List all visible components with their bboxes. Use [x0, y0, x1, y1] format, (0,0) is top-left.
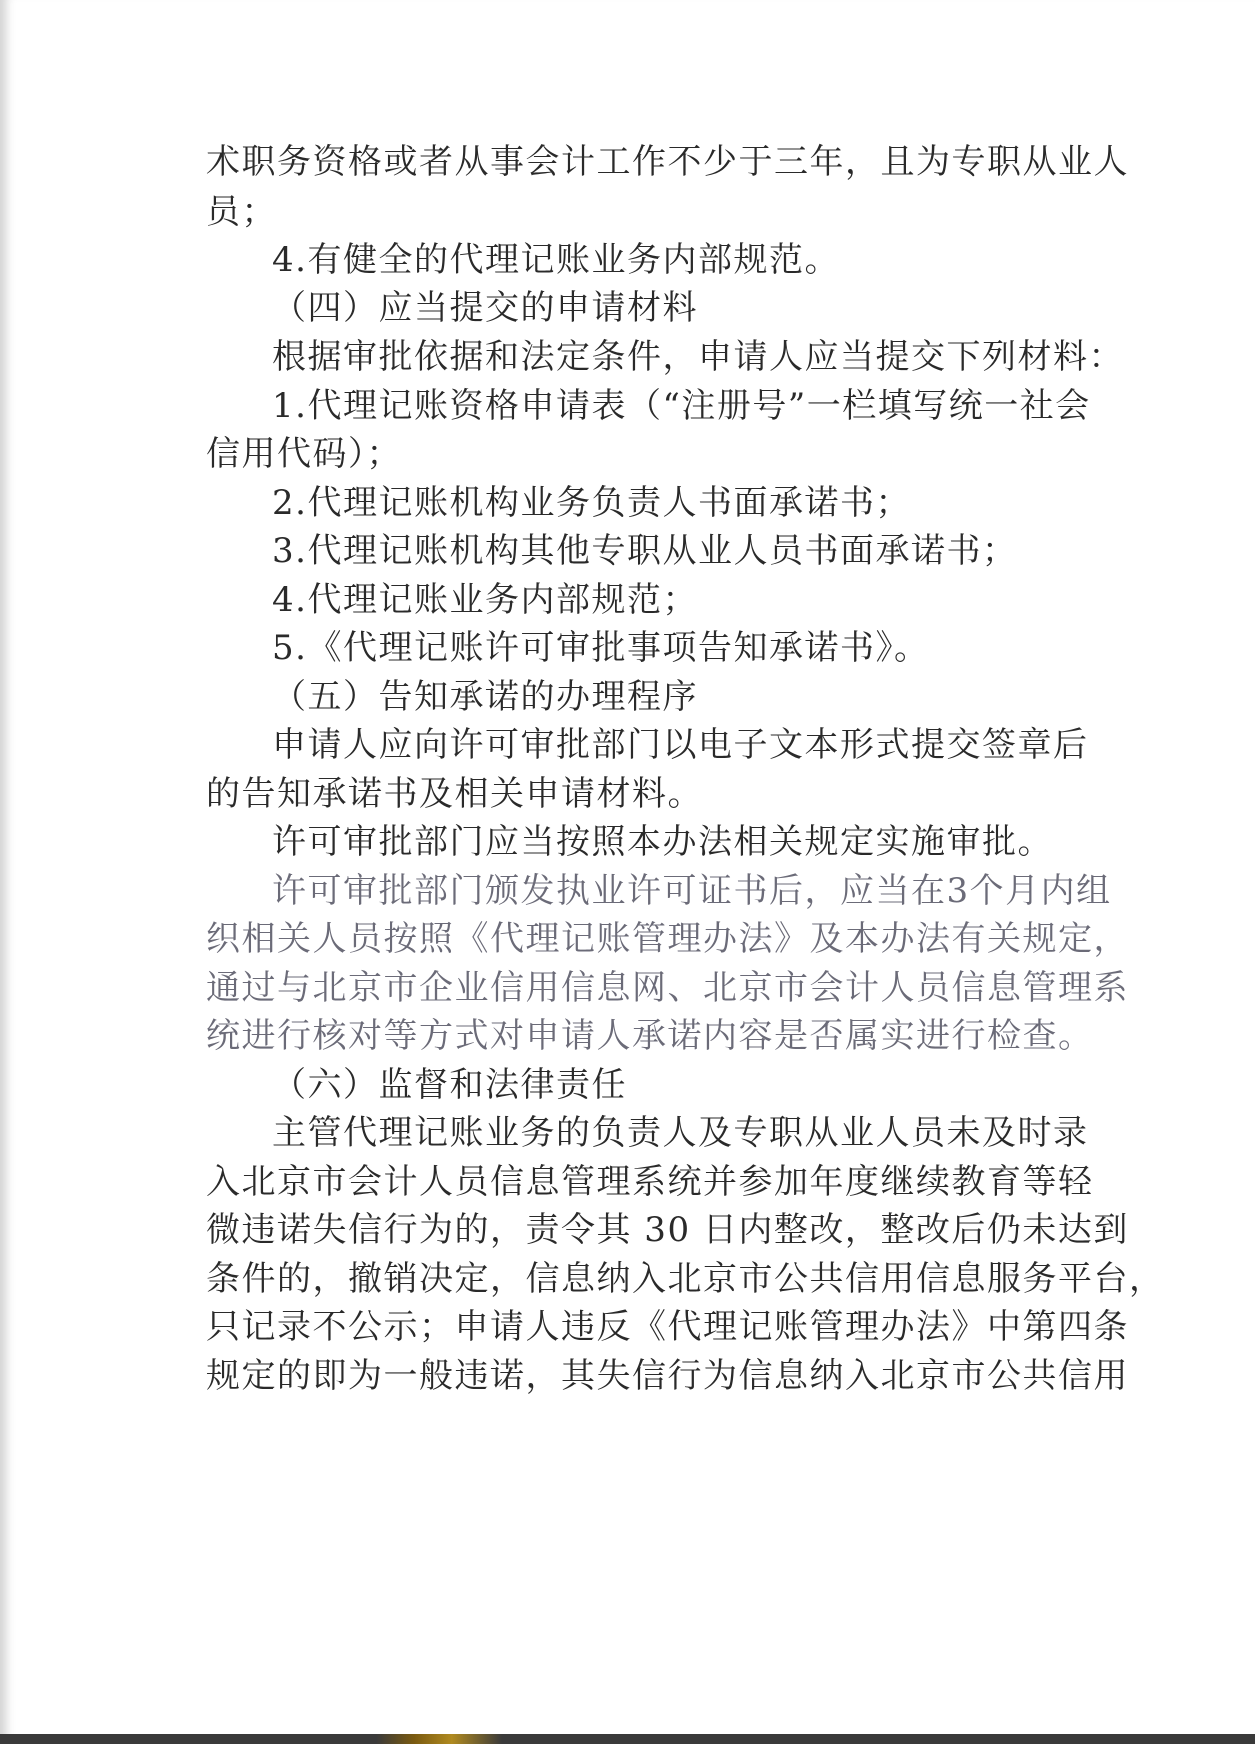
paragraph-line: 根据审批依据和法定条件，申请人应当提交下列材料： [272, 337, 1124, 377]
paragraph-line: 通过与北京市企业信用信息网、北京市会计人员信息管理系 [206, 968, 1129, 1008]
list-item: 3.代理记账机构其他专职从业人员书面承诺书； [272, 531, 1018, 571]
paragraph-line: 统进行核对等方式对申请人承诺内容是否属实进行检查。 [206, 1016, 1094, 1056]
paragraph-line: 织相关人员按照《代理记账管理办法》及本办法有关规定， [206, 919, 1129, 959]
list-item: 4.有健全的代理记账业务内部规范。 [272, 240, 840, 280]
paragraph-line: 术职务资格或者从事会计工作不少于三年，且为专职从业人 [206, 142, 1129, 182]
list-item: 5.《代理记账许可审批事项告知承诺书》。 [272, 628, 930, 668]
scan-bottom-edge [0, 1734, 1255, 1744]
list-item: 2.代理记账机构业务负责人书面承诺书； [272, 483, 911, 523]
paragraph-line: 许可审批部门颁发执业许可证书后，应当在3个月内组 [272, 871, 1112, 911]
paragraph-line: 申请人应向许可审批部门以电子文本形式提交签章后 [272, 725, 1089, 765]
section-heading: （六）监督和法律责任 [272, 1065, 627, 1105]
paragraph-line: 入北京市会计人员信息管理系统并参加年度继续教育等轻 [206, 1162, 1094, 1202]
paragraph-line: 微违诺失信行为的，责令其 30 日内整改，整改后仍未达到 [206, 1210, 1129, 1250]
paragraph-line: 的告知承诺书及相关申请材料。 [206, 774, 703, 814]
list-item: 4.代理记账业务内部规范； [272, 580, 698, 620]
paragraph-line: 信用代码）； [206, 434, 402, 474]
paragraph-line: 只记录不公示；申请人违反《代理记账管理办法》中第四条 [206, 1307, 1129, 1347]
paragraph-line: 规定的即为一般违诺，其失信行为信息纳入北京市公共信用 [206, 1356, 1129, 1396]
paragraph-line: 条件的，撤销决定，信息纳入北京市公共信用信息服务平台， [206, 1259, 1165, 1299]
paragraph-line: 主管代理记账业务的负责人及专职从业人员未及时录 [272, 1113, 1089, 1153]
list-item: 1.代理记账资格申请表（“注册号”一栏填写统一社会 [272, 386, 1091, 426]
section-heading: （四）应当提交的申请材料 [272, 288, 698, 328]
paragraph-line: 员； [206, 192, 277, 232]
paragraph-line: 许可审批部门应当按照本办法相关规定实施审批。 [272, 822, 1053, 862]
section-heading: （五）告知承诺的办理程序 [272, 677, 698, 717]
